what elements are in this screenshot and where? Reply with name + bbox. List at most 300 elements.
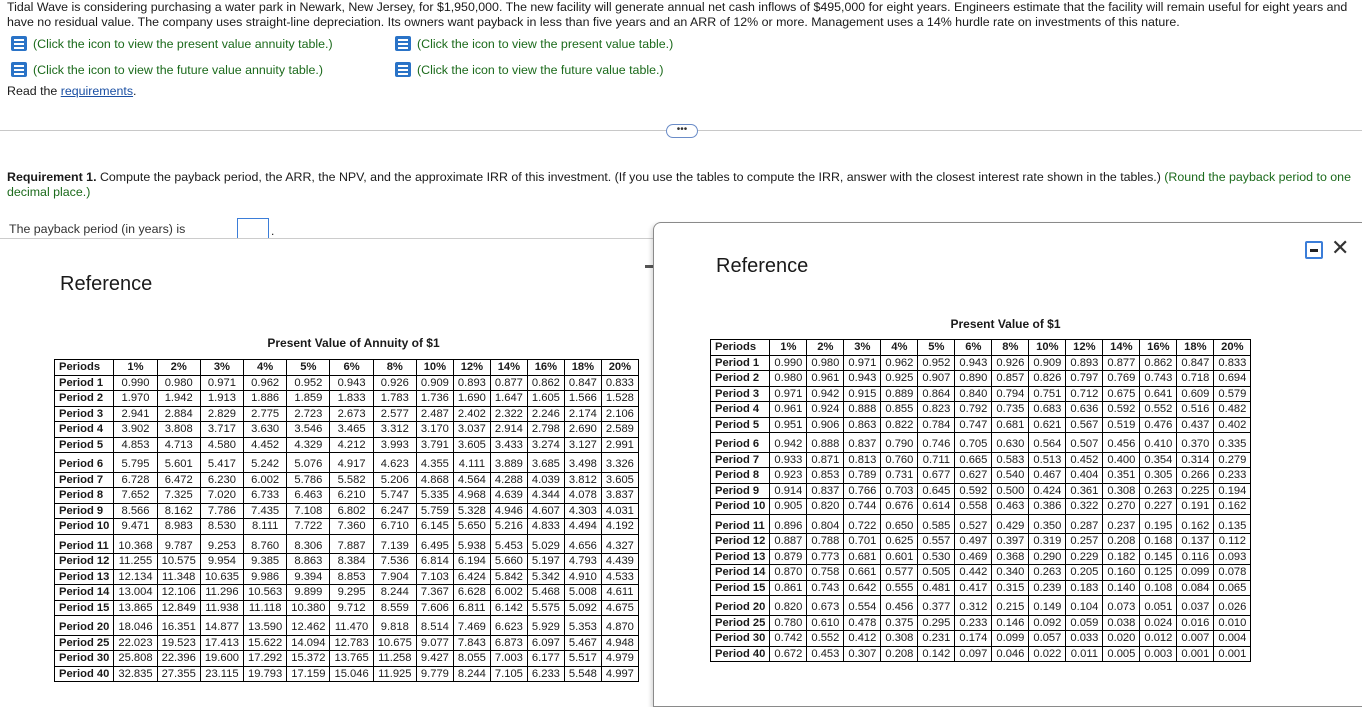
table-cell: 5.929 (527, 616, 564, 636)
table-cell: 0.059 (1066, 615, 1103, 631)
table-cell: 0.099 (992, 631, 1029, 647)
table-cell: 0.140 (1103, 580, 1140, 596)
table-cell: 23.115 (200, 666, 243, 682)
column-header: 1% (114, 360, 157, 376)
table-cell: 0.003 (1140, 646, 1177, 662)
column-header: 18% (1177, 340, 1214, 356)
table-cell: 0.592 (955, 483, 992, 499)
period-label: Period 20 (711, 596, 770, 616)
fv-annuity-table-link[interactable] (11, 62, 323, 77)
table-cell: 3.791 (416, 437, 453, 453)
period-label: Period 8 (711, 468, 770, 484)
table-cell: 0.208 (881, 646, 918, 662)
table-cell: 0.555 (881, 580, 918, 596)
table-cell: 0.513 (1029, 452, 1066, 468)
table-cell: 0.893 (453, 375, 490, 391)
table-cell: 13.590 (244, 616, 287, 636)
table-cell: 5.092 (564, 600, 601, 616)
table-cell: 4.639 (490, 488, 527, 504)
table-cell: 4.355 (416, 453, 453, 473)
fv-table-link[interactable] (395, 62, 664, 77)
table-cell: 0.861 (770, 580, 807, 596)
table-cell: 0.642 (844, 580, 881, 596)
table-cell: 0.610 (807, 615, 844, 631)
table-cell: 5.650 (453, 519, 490, 535)
table-cell: 0.108 (1140, 580, 1177, 596)
table-cell: 18.046 (114, 616, 157, 636)
period-label: Period 13 (55, 569, 114, 585)
table-cell: 9.787 (157, 534, 200, 554)
table-cell: 10.368 (114, 534, 157, 554)
table-cell: 0.579 (1214, 386, 1251, 402)
table-cell: 0.137 (1177, 534, 1214, 550)
table-cell: 22.396 (157, 651, 200, 667)
reference-panel-pv (653, 222, 1362, 707)
table-cell: 11.296 (200, 585, 243, 601)
table-cell: 0.943 (955, 355, 992, 371)
table-cell: 0.820 (807, 499, 844, 515)
column-header: 14% (1103, 340, 1140, 356)
table-cell: 9.818 (373, 616, 416, 636)
table-cell: 0.840 (955, 386, 992, 402)
pv-table-link[interactable] (395, 36, 673, 51)
table-cell: 13.765 (330, 651, 373, 667)
table-cell: 0.871 (807, 452, 844, 468)
table-cell: 0.001 (1214, 646, 1251, 662)
column-header: 5% (287, 360, 330, 376)
table-cell: 0.879 (770, 549, 807, 565)
table-cell: 0.402 (1214, 417, 1251, 433)
book-icon[interactable] (11, 62, 27, 77)
table-cell: 0.530 (918, 549, 955, 565)
table-cell: 2.884 (157, 406, 200, 422)
table-cell: 32.835 (114, 666, 157, 682)
table-cell: 2.914 (490, 422, 527, 438)
table-cell: 0.073 (1103, 596, 1140, 616)
table-cell: 0.478 (844, 615, 881, 631)
table-cell: 0.467 (1029, 468, 1066, 484)
table-row (711, 355, 1251, 371)
pv-annuity-table (54, 359, 639, 682)
table-cell: 0.567 (1066, 417, 1103, 433)
table-cell: 0.335 (1214, 433, 1251, 453)
close-icon[interactable]: ✕ (1331, 235, 1350, 260)
table-cell: 0.233 (1214, 468, 1251, 484)
table-cell: 6.424 (453, 569, 490, 585)
table-cell: 4.968 (453, 488, 490, 504)
table-cell: 0.010 (1214, 615, 1251, 631)
table-cell: 11.348 (157, 569, 200, 585)
table-cell: 5.353 (564, 616, 601, 636)
pv-link-label[interactable]: (Click the icon to view the present value table.) (417, 36, 674, 51)
book-icon[interactable] (395, 36, 411, 51)
column-header: 1% (770, 340, 807, 356)
book-icon[interactable] (395, 62, 411, 77)
table-cell: 0.463 (992, 499, 1029, 515)
table-cell: 0.195 (1140, 514, 1177, 534)
table-cell: 9.427 (416, 651, 453, 667)
table-cell: 0.673 (807, 596, 844, 616)
table-cell: 0.078 (1214, 565, 1251, 581)
column-header: 10% (416, 360, 453, 376)
table-cell: 5.242 (244, 453, 287, 473)
table-cell: 0.914 (770, 483, 807, 499)
table-row (55, 554, 639, 570)
table-cell: 5.417 (200, 453, 243, 473)
pv-annuity-table-link[interactable] (11, 36, 333, 51)
period-label: Period 4 (55, 422, 114, 438)
table-cell: 19.523 (157, 635, 200, 651)
table-cell: 4.494 (564, 519, 601, 535)
column-header: 3% (844, 340, 881, 356)
table-cell: 0.952 (287, 375, 330, 391)
table-cell: 7.105 (490, 666, 527, 682)
table-row (711, 371, 1251, 387)
fv-annuity-link-label[interactable]: (Click the icon to view the future value annuity table.) (33, 62, 323, 77)
table-cell: 0.237 (1103, 514, 1140, 534)
table-cell: 6.463 (287, 488, 330, 504)
table-cell: 0.404 (1066, 468, 1103, 484)
table-cell: 0.456 (1103, 433, 1140, 453)
table-cell: 0.322 (1066, 499, 1103, 515)
table-cell: 0.377 (918, 596, 955, 616)
period-label: Period 14 (55, 585, 114, 601)
table-cell: 0.182 (1103, 549, 1140, 565)
table-cell: 0.990 (114, 375, 157, 391)
table-cell: 9.471 (114, 519, 157, 535)
table-row (711, 596, 1251, 616)
table-cell: 0.769 (1103, 371, 1140, 387)
table-cell: 7.325 (157, 488, 200, 504)
table-row (711, 483, 1251, 499)
table-cell: 0.760 (881, 452, 918, 468)
table-cell: 7.652 (114, 488, 157, 504)
table-row (55, 519, 639, 535)
table-cell: 0.823 (918, 402, 955, 418)
table-cell: 4.948 (601, 635, 638, 651)
table-cell: 4.607 (527, 503, 564, 519)
table-row (711, 433, 1251, 453)
table-cell: 0.896 (770, 514, 807, 534)
table-cell: 6.728 (114, 472, 157, 488)
table-cell: 5.582 (330, 472, 373, 488)
period-label: Period 9 (55, 503, 114, 519)
table-cell: 9.986 (244, 569, 287, 585)
table-cell: 0.743 (1140, 371, 1177, 387)
table-cell: 0.650 (881, 514, 918, 534)
table-cell: 0.585 (918, 514, 955, 534)
table-row (711, 615, 1251, 631)
table-cell: 0.905 (770, 499, 807, 515)
table-cell: 0.961 (807, 371, 844, 387)
table-cell: 3.630 (244, 422, 287, 438)
period-label: Period 14 (711, 565, 770, 581)
table-cell: 0.701 (844, 534, 881, 550)
table-cell: 6.097 (527, 635, 564, 651)
payback-answer-input[interactable] (237, 218, 269, 239)
table-cell: 17.413 (200, 635, 243, 651)
period-label: Period 20 (55, 616, 114, 636)
table-cell: 0.980 (770, 371, 807, 387)
table-cell: 8.559 (373, 600, 416, 616)
table-cell: 0.926 (373, 375, 416, 391)
pv-annuity-link-label[interactable]: (Click the icon to view the present value annuity table.) (33, 36, 333, 51)
read-prefix: Read the (7, 84, 61, 98)
table-cell: 0.116 (1177, 549, 1214, 565)
table-row (55, 375, 639, 391)
table-cell: 0.540 (992, 468, 1029, 484)
table-cell: 0.033 (1066, 631, 1103, 647)
table-cell: 0.305 (1140, 468, 1177, 484)
rounding-note: (Round the payback period to one decimal place.) (7, 170, 1351, 199)
table-cell: 3.808 (157, 422, 200, 438)
table-cell: 0.792 (955, 402, 992, 418)
table-cell: 0.826 (1029, 371, 1066, 387)
column-header: 2% (157, 360, 200, 376)
table-cell: 5.216 (490, 519, 527, 535)
table-cell: 0.051 (1140, 596, 1177, 616)
table-cell: 4.917 (330, 453, 373, 473)
column-header: 16% (527, 360, 564, 376)
table-cell: 0.099 (1177, 565, 1214, 581)
table-cell: 0.453 (807, 646, 844, 662)
table-cell: 5.795 (114, 453, 157, 473)
table-cell: 0.266 (1177, 468, 1214, 484)
table-cell: 7.360 (330, 519, 373, 535)
table-cell: 0.837 (807, 483, 844, 499)
table-cell: 0.621 (1029, 417, 1066, 433)
table-cell: 0.797 (1066, 371, 1103, 387)
table-row (55, 651, 639, 667)
table-cell: 6.145 (416, 519, 453, 535)
requirements-link[interactable]: requirements (60, 84, 134, 98)
table-cell: 0.822 (881, 417, 918, 433)
table-cell: 0.270 (1103, 499, 1140, 515)
table-cell: 0.672 (770, 646, 807, 662)
table-cell: 0.962 (244, 375, 287, 391)
period-label: Period 2 (711, 371, 770, 387)
table-cell: 4.580 (200, 437, 243, 453)
table-cell: 8.863 (287, 554, 330, 570)
table-title: Present Value of $1 (950, 317, 1061, 331)
table-cell: 0.804 (807, 514, 844, 534)
table-cell: 0.452 (1066, 452, 1103, 468)
table-cell: 16.351 (157, 616, 200, 636)
table-cell: 9.077 (416, 635, 453, 651)
table-cell: 7.786 (200, 503, 243, 519)
expand-more-button[interactable]: ••• (666, 124, 698, 138)
table-cell: 9.385 (244, 554, 287, 570)
table-cell: 0.890 (955, 371, 992, 387)
table-cell: 11.255 (114, 554, 157, 570)
table-cell: 4.111 (453, 453, 490, 473)
table-cell: 8.983 (157, 519, 200, 535)
table-cell: 0.424 (1029, 483, 1066, 499)
column-header: Periods (711, 340, 770, 356)
table-cell: 0.813 (844, 452, 881, 468)
table-cell: 19.600 (200, 651, 243, 667)
table-cell: 0.961 (770, 402, 807, 418)
table-cell: 0.744 (844, 499, 881, 515)
table-cell: 2.941 (114, 406, 157, 422)
table-cell: 0.665 (955, 452, 992, 468)
requirement-1 (7, 170, 1359, 200)
table-cell: 0.442 (955, 565, 992, 581)
table-cell: 0.711 (918, 452, 955, 468)
book-icon[interactable] (11, 36, 27, 51)
table-cell: 0.037 (1177, 596, 1214, 616)
table-cell: 0.038 (1103, 615, 1140, 631)
pv-table (710, 339, 1251, 662)
table-cell: 0.194 (1214, 483, 1251, 499)
table-cell: 10.563 (244, 585, 287, 601)
table-cell: 0.889 (881, 386, 918, 402)
table-cell: 0.315 (992, 580, 1029, 596)
table-cell: 10.575 (157, 554, 200, 570)
table-cell: 6.623 (490, 616, 527, 636)
table-cell: 2.829 (200, 406, 243, 422)
table-cell: 0.683 (1029, 402, 1066, 418)
table-cell: 0.231 (918, 631, 955, 647)
table-cell: 7.435 (244, 503, 287, 519)
table-cell: 7.536 (373, 554, 416, 570)
table-cell: 0.125 (1140, 565, 1177, 581)
table-cell: 0.024 (1140, 615, 1177, 631)
period-label: Period 10 (55, 519, 114, 535)
table-row (711, 565, 1251, 581)
table-cell: 0.227 (1140, 499, 1177, 515)
table-cell: 0.925 (881, 371, 918, 387)
table-cell: 0.784 (918, 417, 955, 433)
table-cell: 0.370 (1177, 433, 1214, 453)
table-cell: 1.859 (287, 391, 330, 407)
table-cell: 0.780 (770, 615, 807, 631)
requirement-label: Requirement 1. (7, 170, 97, 184)
table-cell: 0.437 (1177, 417, 1214, 433)
table-cell: 0.583 (992, 452, 1029, 468)
table-row (55, 472, 639, 488)
table-row (55, 635, 639, 651)
table-cell: 8.566 (114, 503, 157, 519)
column-header: 2% (807, 340, 844, 356)
table-cell: 0.766 (844, 483, 881, 499)
table-row (711, 386, 1251, 402)
table-cell: 0.558 (955, 499, 992, 515)
table-cell: 0.239 (1029, 580, 1066, 596)
table-cell: 0.694 (1214, 371, 1251, 387)
column-header: 8% (373, 360, 416, 376)
table-row (55, 616, 639, 636)
table-cell: 0.833 (1214, 355, 1251, 371)
column-header: 3% (200, 360, 243, 376)
table-cell: 5.759 (416, 503, 453, 519)
table-row (55, 453, 639, 473)
table-cell: 10.380 (287, 600, 330, 616)
period-label: Period 30 (711, 631, 770, 647)
period-label: Period 12 (55, 554, 114, 570)
table-cell: 0.557 (918, 534, 955, 550)
table-cell: 0.084 (1177, 580, 1214, 596)
table-cell: 0.837 (844, 433, 881, 453)
table-cell: 19.793 (244, 666, 287, 682)
table-cell: 2.246 (527, 406, 564, 422)
table-cell: 4.192 (601, 519, 638, 535)
table-row (711, 452, 1251, 468)
table-cell: 6.002 (244, 472, 287, 488)
payback-label: The payback period (in years) is (9, 222, 186, 236)
table-cell: 5.076 (287, 453, 330, 473)
table-cell: 0.942 (770, 433, 807, 453)
table-cell: 7.722 (287, 519, 330, 535)
column-header: 4% (881, 340, 918, 356)
table-cell: 7.843 (453, 635, 490, 651)
table-cell: 7.606 (416, 600, 453, 616)
table-cell: 0.308 (881, 631, 918, 647)
period-label: Period 11 (55, 534, 114, 554)
table-cell: 4.946 (490, 503, 527, 519)
table-cell: 6.002 (490, 585, 527, 601)
table-cell: 13.865 (114, 600, 157, 616)
period-label: Period 13 (711, 549, 770, 565)
table-cell: 0.168 (1140, 534, 1177, 550)
table-cell: 1.833 (330, 391, 373, 407)
table-cell: 4.439 (601, 554, 638, 570)
table-cell: 8.760 (244, 534, 287, 554)
period-label: Period 1 (711, 355, 770, 371)
table-cell: 0.888 (807, 433, 844, 453)
period-label: Period 30 (55, 651, 114, 667)
table-cell: 27.355 (157, 666, 200, 682)
table-cell: 0.923 (770, 468, 807, 484)
table-cell: 6.472 (157, 472, 200, 488)
requirement-text: Compute the payback period, the ARR, the NPV, and the approximate IRR of this investment. (If you use the tables to compute the IRR, answer with the closest interest rate shown in the tables.) (96, 170, 1165, 184)
table-cell: 11.938 (200, 600, 243, 616)
table-cell: 0.747 (955, 417, 992, 433)
minimize-button[interactable] (1305, 241, 1323, 259)
table-cell: 4.564 (453, 472, 490, 488)
reference-panel-annuity (0, 238, 656, 706)
table-row (711, 534, 1251, 550)
table-cell: 0.354 (1140, 452, 1177, 468)
table-cell: 0.257 (1066, 534, 1103, 550)
table-cell: 3.605 (601, 472, 638, 488)
table-cell: 3.812 (564, 472, 601, 488)
fv-link-label[interactable]: (Click the icon to view the future value table.) (417, 62, 664, 77)
table-cell: 3.717 (200, 422, 243, 438)
table-cell: 0.314 (1177, 452, 1214, 468)
table-cell: 0.552 (807, 631, 844, 647)
table-cell: 0.229 (1066, 549, 1103, 565)
table-cell: 0.516 (1177, 402, 1214, 418)
table-cell: 7.887 (330, 534, 373, 554)
table-cell: 11.118 (244, 600, 287, 616)
table-cell: 5.938 (453, 534, 490, 554)
table-cell: 0.877 (490, 375, 527, 391)
table-cell: 0.319 (1029, 534, 1066, 550)
table-cell: 14.877 (200, 616, 243, 636)
table-cell: 4.997 (601, 666, 638, 682)
table-row (55, 569, 639, 585)
table-cell: 6.710 (373, 519, 416, 535)
table-cell: 3.837 (601, 488, 638, 504)
table-cell: 0.400 (1103, 452, 1140, 468)
table-cell: 0.862 (1140, 355, 1177, 371)
table-cell: 7.103 (416, 569, 453, 585)
table-cell: 8.514 (416, 616, 453, 636)
table-cell: 3.465 (330, 422, 373, 438)
period-label: Period 15 (711, 580, 770, 596)
table-cell: 1.605 (527, 391, 564, 407)
